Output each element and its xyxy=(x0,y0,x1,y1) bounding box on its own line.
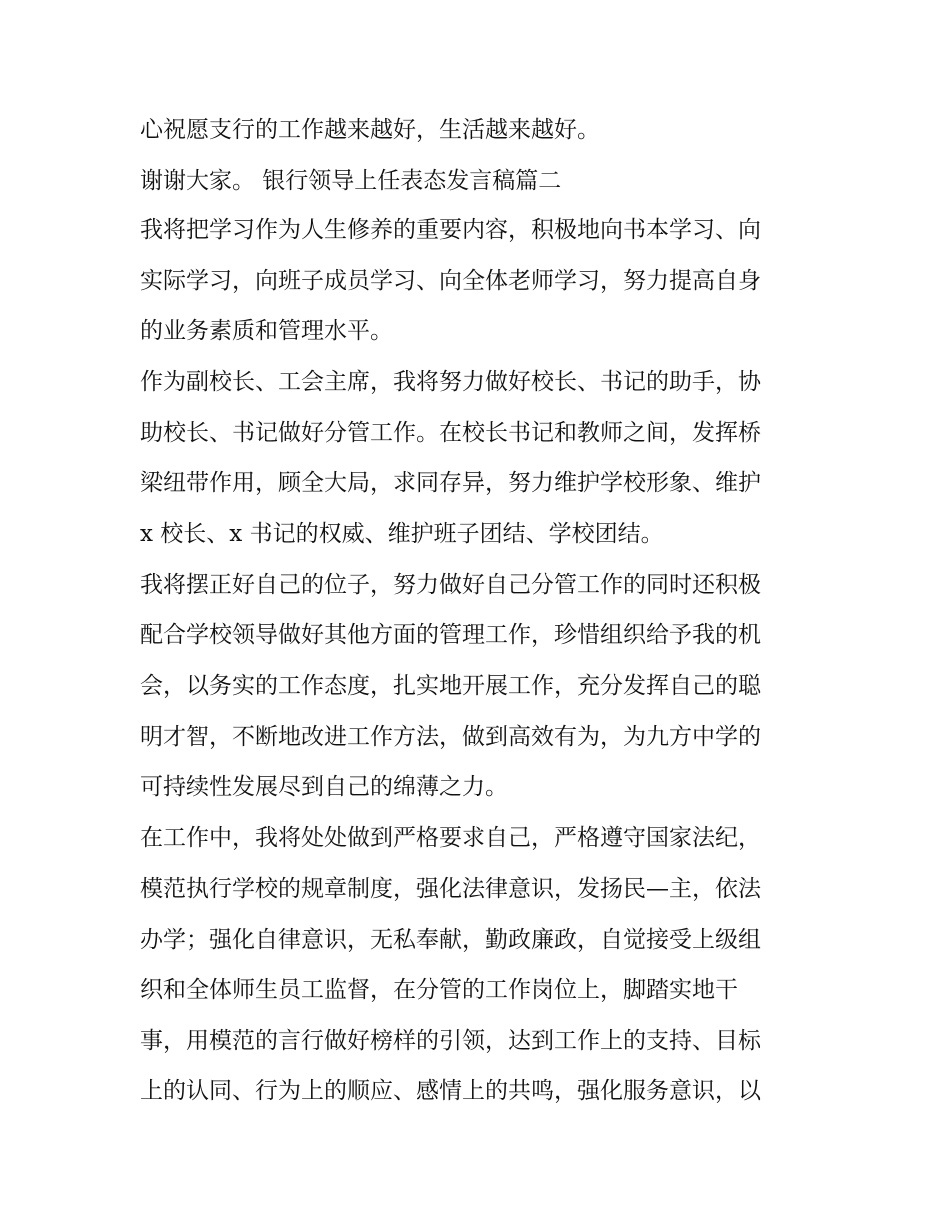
text-line: 配合学校领导做好其他方面的管理工作，珍惜组织给予我的机 xyxy=(140,622,761,648)
text-line: 谢谢大家。 银行领导上任表态发言稿篇二 xyxy=(140,168,562,194)
text-line: 上的认同、行为上的顺应、感情上的共鸣，强化服务意识，以 xyxy=(140,1078,761,1104)
text-line: 我将摆正好自己的位子，努力做好自己分管工作的同时还积极 xyxy=(140,572,761,598)
text-line: 明才智，不断地改进工作方法，做到高效有为，为九方中学的 xyxy=(140,724,761,750)
text-line: 实际学习，向班子成员学习、向全体老师学习，努力提高自身 xyxy=(140,268,761,294)
text-line: 模范执行学校的规章制度，强化法律意识，发扬民—主，依法 xyxy=(140,876,761,902)
text-line: 心祝愿支行的工作越来越好，生活越来越好。 xyxy=(140,117,600,143)
text-line: 事，用模范的言行做好榜样的引领，达到工作上的支持、目标 xyxy=(140,1028,761,1054)
text-line: 我将把学习作为人生修养的重要内容，积极地向书本学习、向 xyxy=(140,217,761,243)
text-line: 作为副校长、工会主席，我将努力做好校长、书记的助手，协 xyxy=(140,369,761,395)
text-line: 织和全体师生员工监督，在分管的工作岗位上，脚踏实地干 xyxy=(140,977,738,1003)
text-line: 办学；强化自律意识，无私奉献，勤政廉政，自觉接受上级组 xyxy=(140,927,761,953)
text-line: 可持续性发展尽到自己的绵薄之力。 xyxy=(140,774,508,800)
text-line: x 校长、x 书记的权威、维护班子团结、学校团结。 xyxy=(140,521,664,547)
text-line: 梁纽带作用，顾全大局，求同存异，努力维护学校形象、维护 xyxy=(140,470,761,496)
text-line: 会，以务实的工作态度，扎实地开展工作，充分发挥自己的聪 xyxy=(140,673,761,699)
text-line: 的业务素质和管理水平。 xyxy=(140,318,393,344)
text-line: 在工作中，我将处处做到严格要求自己，严格遵守国家法纪， xyxy=(140,825,761,851)
text-line: 助校长、书记做好分管工作。在校长书记和教师之间，发挥桥 xyxy=(140,420,761,446)
